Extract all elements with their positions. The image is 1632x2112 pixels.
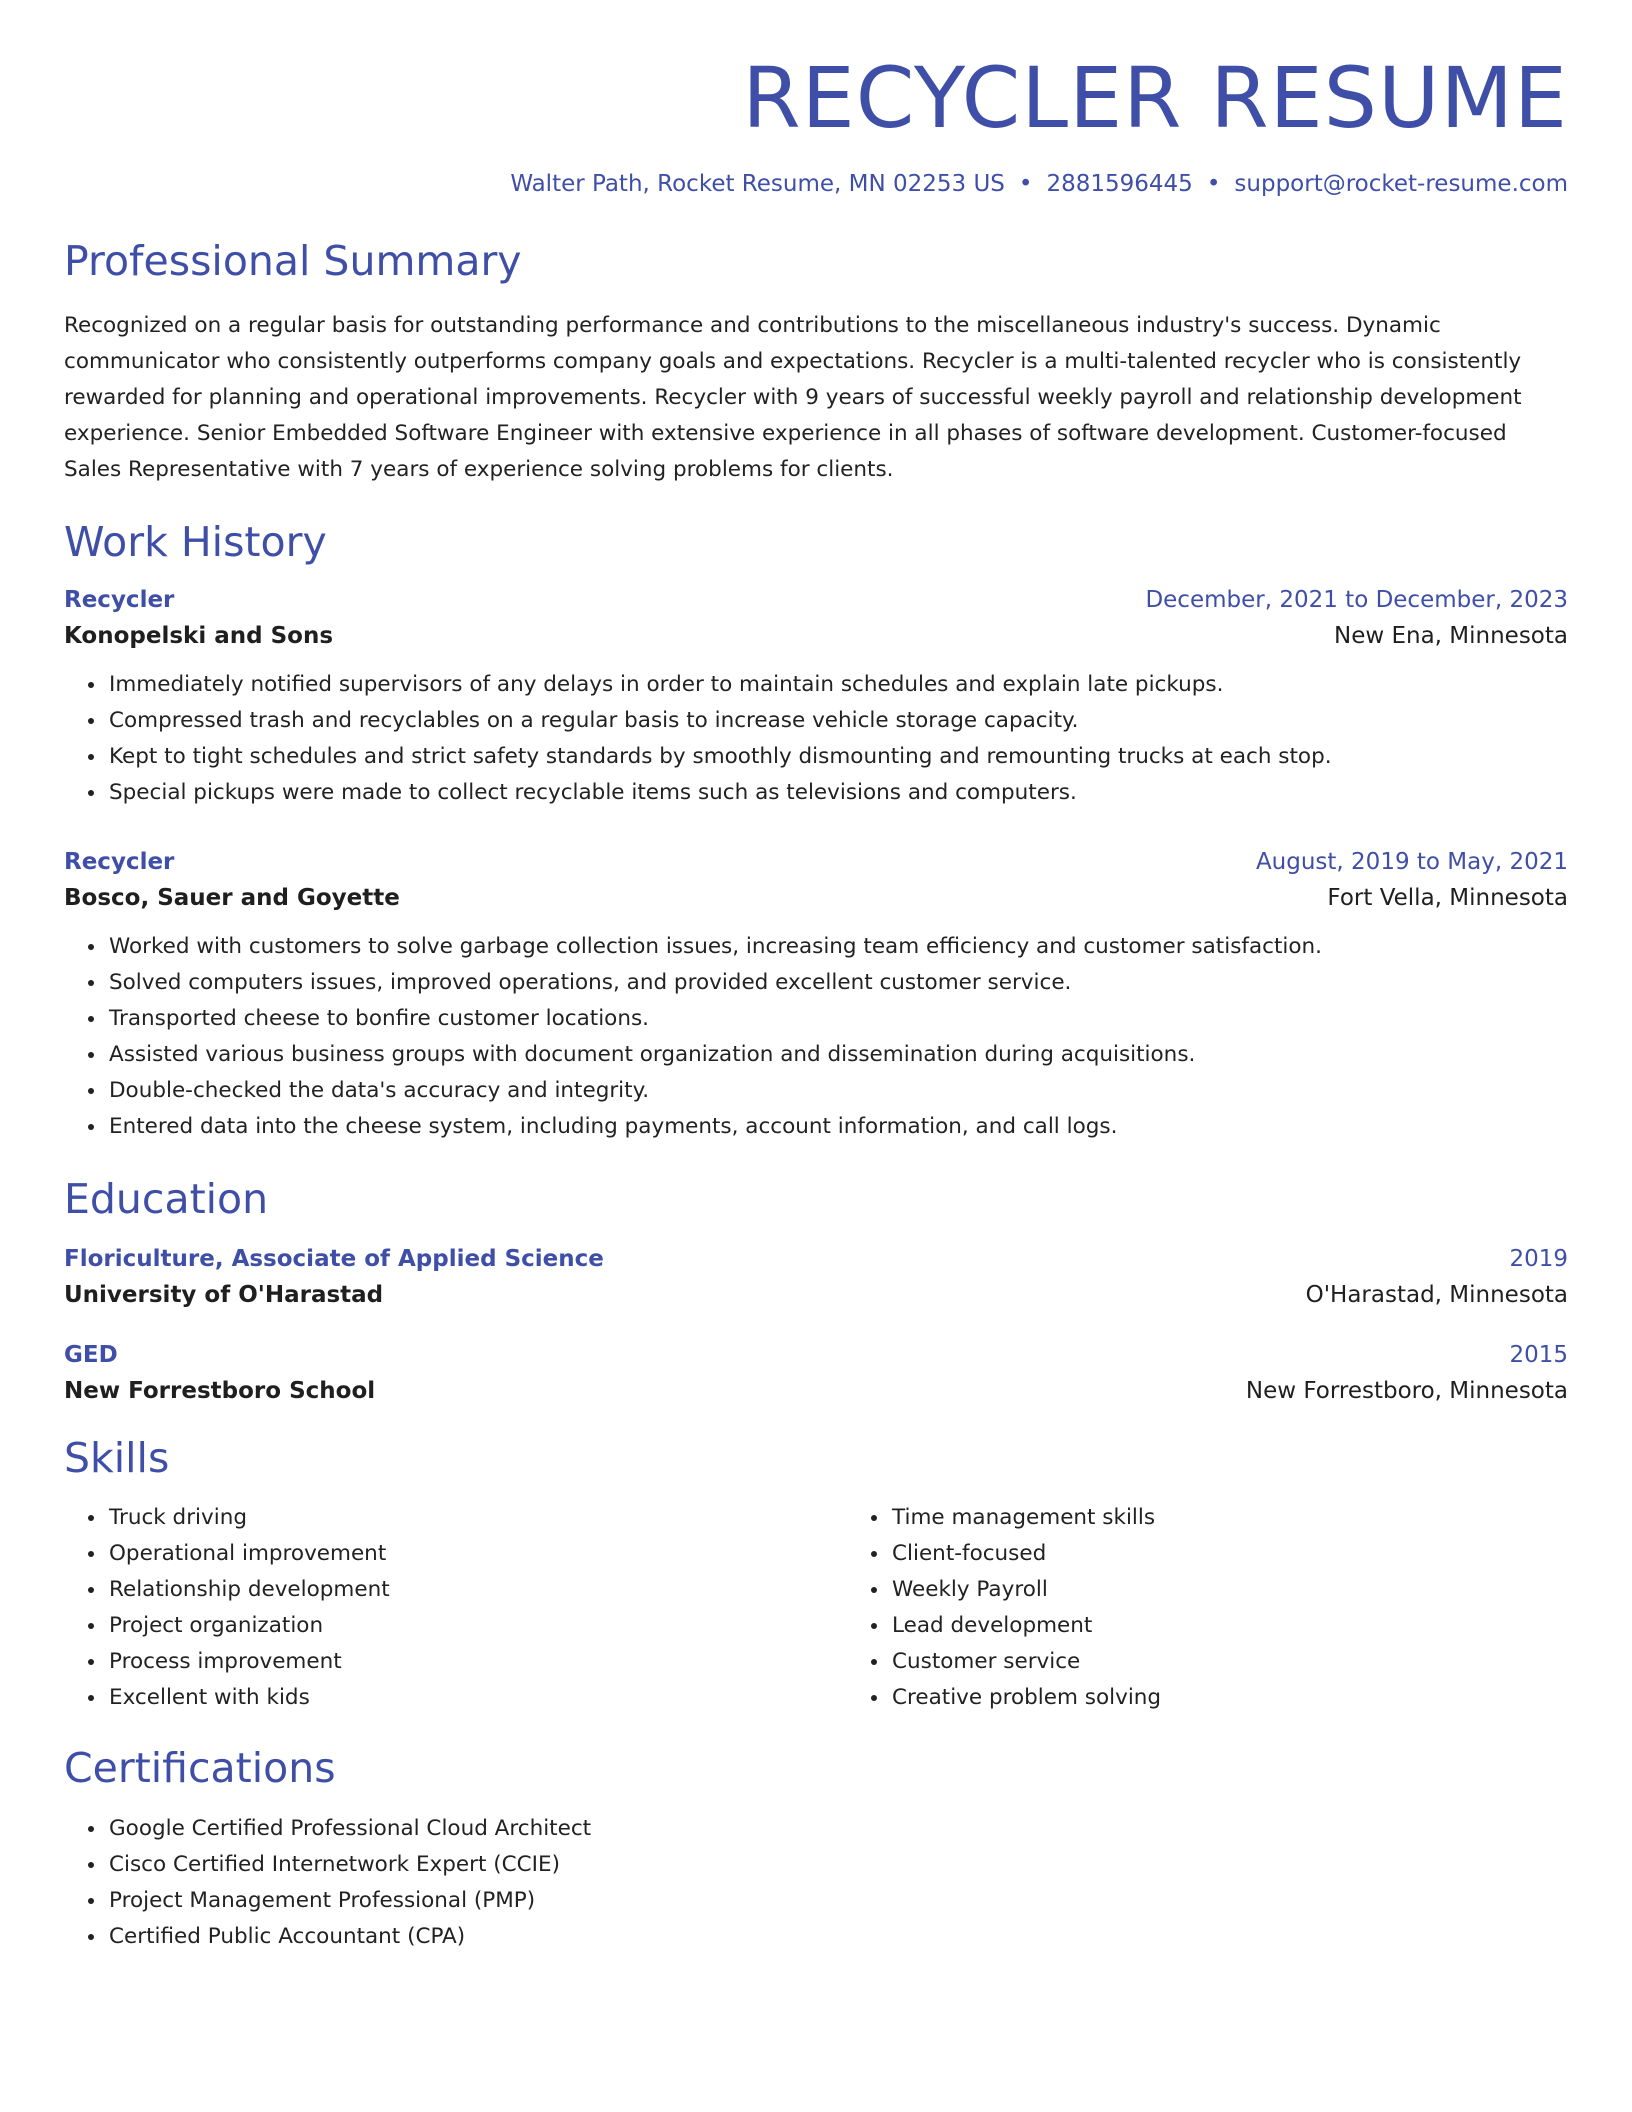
- list-item: • Relationship development: [107, 1572, 847, 1608]
- job-dates: August, 2019 to May, 2021: [1255, 849, 1568, 876]
- resume-header: [64, 48, 1568, 197]
- list-item: • Process improvement: [107, 1644, 847, 1680]
- list-item: • Compressed trash and recyclables on a regular basis to increase vehicle storage capacity.: [107, 703, 1568, 739]
- job-company: Konopelski and Sons: [64, 623, 334, 650]
- skills-columns: [64, 1500, 1568, 1716]
- page-title: RECYCLER RESUME: [742, 49, 1568, 147]
- separator-dot: •: [1206, 170, 1221, 197]
- skills-list-right: [847, 1500, 1630, 1716]
- job-role: Recycler: [64, 587, 175, 614]
- job-dates: December, 2021 to December, 2023: [1145, 587, 1568, 614]
- job-entry: [64, 587, 1568, 811]
- skills-list-left: [64, 1500, 847, 1716]
- list-item: • Cisco Certified Internetwork Expert (CCIE): [107, 1847, 1568, 1883]
- job-bullets: [64, 929, 1568, 1145]
- list-item: • Customer service: [890, 1644, 1630, 1680]
- list-item: • Kept to tight schedules and strict safety standards by smoothly dismounting and remounting trucks at each stop.: [107, 739, 1568, 775]
- list-item: • Time management skills: [890, 1500, 1630, 1536]
- section-title-work-history: Work History: [64, 517, 327, 566]
- list-item: • Solved computers issues, improved operations, and provided excellent customer service.: [107, 965, 1568, 1001]
- list-item: • Transported cheese to bonfire customer locations.: [107, 1001, 1568, 1037]
- section-title-education: Education: [64, 1175, 269, 1224]
- list-item: • Special pickups were made to collect recyclable items such as televisions and computers.: [107, 775, 1568, 811]
- section-title-skills: Skills: [64, 1434, 170, 1483]
- contact-phone: 2881596445: [1046, 170, 1193, 197]
- list-item: • Excellent with kids: [107, 1680, 847, 1716]
- education-degree: Floriculture, Associate of Applied Science: [64, 1246, 604, 1273]
- list-item: • Operational improvement: [107, 1536, 847, 1572]
- list-item: • Project Management Professional (PMP): [107, 1883, 1568, 1919]
- list-item: • Truck driving: [107, 1500, 847, 1536]
- list-item: • Project organization: [107, 1608, 847, 1644]
- certifications-list: [64, 1811, 1568, 1955]
- list-item: • Google Certified Professional Cloud Architect: [107, 1811, 1568, 1847]
- education-school: New Forrestboro School: [64, 1378, 376, 1405]
- list-item: • Worked with customers to solve garbage collection issues, increasing team efficiency and customer satisfaction.: [107, 929, 1568, 965]
- separator-dot: •: [1018, 170, 1033, 197]
- education-year: 2019: [1509, 1246, 1568, 1273]
- education-location: O'Harastad, Minnesota: [1305, 1282, 1568, 1309]
- list-item: • Lead development: [890, 1608, 1630, 1644]
- contact-email[interactable]: support@rocket-resume.com: [1234, 170, 1568, 197]
- education-degree: GED: [64, 1342, 118, 1369]
- contact-line: [64, 171, 1568, 197]
- education-entry: [64, 1246, 1568, 1308]
- list-item: • Immediately notified supervisors of any delays in order to maintain schedules and explain late pickups.: [107, 667, 1568, 703]
- job-location: Fort Vella, Minnesota: [1327, 885, 1568, 912]
- job-bullets: [64, 667, 1568, 811]
- list-item: • Double-checked the data's accuracy and integrity.: [107, 1073, 1568, 1109]
- job-entry: [64, 849, 1568, 1145]
- job-company: Bosco, Sauer and Goyette: [64, 885, 400, 912]
- list-item: • Entered data into the cheese system, including payments, account information, and call logs.: [107, 1109, 1568, 1145]
- job-location: New Ena, Minnesota: [1333, 623, 1568, 650]
- section-title-summary: Professional Summary: [64, 236, 522, 285]
- list-item: • Assisted various business groups with document organization and dissemination during acquisitions.: [107, 1037, 1568, 1073]
- section-title-certifications: Certifications: [64, 1743, 336, 1792]
- list-item: • Client-focused: [890, 1536, 1630, 1572]
- list-item: • Creative problem solving: [890, 1680, 1630, 1716]
- education-entry: [64, 1342, 1568, 1404]
- education-location: New Forrestboro, Minnesota: [1245, 1378, 1568, 1405]
- list-item: • Weekly Payroll: [890, 1572, 1630, 1608]
- job-role: Recycler: [64, 849, 175, 876]
- list-item: • Certified Public Accountant (CPA): [107, 1919, 1568, 1955]
- contact-address: Walter Path, Rocket Resume, MN 02253 US: [510, 170, 1005, 197]
- education-year: 2015: [1509, 1342, 1568, 1369]
- education-school: University of O'Harastad: [64, 1282, 384, 1309]
- summary-text: Recognized on a regular basis for outstanding performance and contributions to the miscellaneous industry's success. Dynamic communicator who consistently outperforms company goals and expectations. Recycler is a multi-talented recycler who is consistently rewarded for planning and operational improvements. Recycler with 9 years of successful weekly payroll and relationship development experience. Senior Embedded Software Engineer with extensive experience in all phases of software development. Customer-focused Sales Representative with 7 years of experience solving problems for clients.: [64, 312, 1522, 482]
